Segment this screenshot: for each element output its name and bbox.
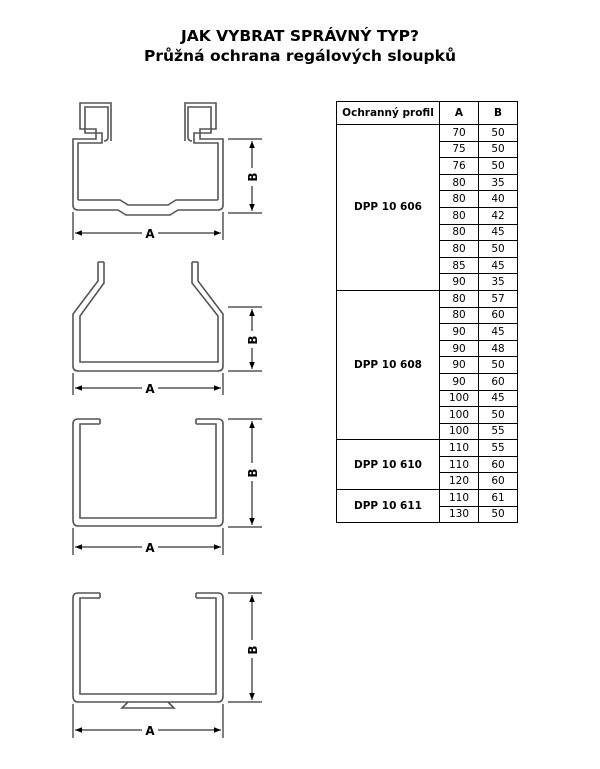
column-header-profile: Ochranný profil xyxy=(337,102,440,125)
cell-b: 61 xyxy=(479,490,518,507)
dimension-label-b: B xyxy=(246,645,260,655)
cell-a: 75 xyxy=(440,141,479,158)
cell-a: 80 xyxy=(440,307,479,324)
cell-b: 50 xyxy=(479,241,518,258)
table-row xyxy=(337,490,518,507)
cell-a: 90 xyxy=(440,340,479,357)
cell-a: 120 xyxy=(440,473,479,490)
table-row xyxy=(337,290,518,307)
cell-a: 80 xyxy=(440,174,479,191)
cell-b: 35 xyxy=(479,274,518,291)
cell-a: 85 xyxy=(440,257,479,274)
cell-b: 45 xyxy=(479,224,518,241)
dimension-label-b: B xyxy=(246,335,260,345)
cell-b: 45 xyxy=(479,257,518,274)
cell-b: 50 xyxy=(479,506,518,523)
cell-b: 55 xyxy=(479,423,518,440)
profile-group-name: DPP 10 610 xyxy=(337,440,440,490)
cell-b: 40 xyxy=(479,191,518,208)
cell-a: 110 xyxy=(440,440,479,457)
table-header-row xyxy=(337,102,518,125)
cell-a: 100 xyxy=(440,390,479,407)
column-header-b: B xyxy=(479,102,518,125)
cell-a: 90 xyxy=(440,357,479,374)
cell-b: 50 xyxy=(479,407,518,424)
table-body xyxy=(337,125,518,523)
title-line-2: Průžná ochrana regálových sloupků xyxy=(144,47,456,65)
dimension-label-a: A xyxy=(145,382,155,396)
dimension-lines-4 xyxy=(73,593,262,738)
profile-group-name: DPP 10 606 xyxy=(337,125,440,291)
cell-a: 80 xyxy=(440,191,479,208)
cell-b: 35 xyxy=(479,174,518,191)
dimension-lines-3 xyxy=(73,419,262,555)
profile-diagram-3 xyxy=(73,419,223,526)
cell-b: 60 xyxy=(479,373,518,390)
cell-b: 50 xyxy=(479,125,518,142)
cell-a: 110 xyxy=(440,456,479,473)
profile-group-name: DPP 10 611 xyxy=(337,490,440,523)
dimension-label-a: A xyxy=(145,227,155,241)
cell-a: 100 xyxy=(440,407,479,424)
dimension-lines-1 xyxy=(73,139,262,240)
cell-a: 130 xyxy=(440,506,479,523)
cell-b: 45 xyxy=(479,324,518,341)
dimension-label-a: A xyxy=(145,541,155,555)
profile-diagram-1 xyxy=(73,103,223,215)
dimension-label-a: A xyxy=(145,724,155,738)
cell-a: 80 xyxy=(440,290,479,307)
dimension-lines-2 xyxy=(73,307,262,395)
cell-b: 42 xyxy=(479,207,518,224)
cell-a: 80 xyxy=(440,207,479,224)
cell-a: 80 xyxy=(440,241,479,258)
cell-b: 57 xyxy=(479,290,518,307)
cell-a: 110 xyxy=(440,490,479,507)
cell-b: 60 xyxy=(479,456,518,473)
title-line-1: JAK VYBRAT SPRÁVNÝ TYP? xyxy=(180,27,420,45)
profile-table xyxy=(336,101,518,523)
cell-b: 45 xyxy=(479,390,518,407)
cell-b: 60 xyxy=(479,473,518,490)
table-row xyxy=(337,125,518,142)
cell-a: 76 xyxy=(440,158,479,175)
cell-a: 70 xyxy=(440,125,479,142)
dimension-label-b: B xyxy=(246,468,260,478)
cell-b: 55 xyxy=(479,440,518,457)
cell-a: 90 xyxy=(440,373,479,390)
cell-b: 50 xyxy=(479,158,518,175)
profile-group-name: DPP 10 608 xyxy=(337,290,440,439)
cell-b: 50 xyxy=(479,141,518,158)
profile-diagram-2 xyxy=(73,262,223,371)
cell-a: 90 xyxy=(440,274,479,291)
cell-b: 48 xyxy=(479,340,518,357)
table-row xyxy=(337,440,518,457)
cell-a: 90 xyxy=(440,324,479,341)
dimension-label-b: B xyxy=(246,172,260,182)
profile-diagram-4 xyxy=(73,593,223,708)
cell-a: 80 xyxy=(440,224,479,241)
column-header-a: A xyxy=(440,102,479,125)
cell-a: 100 xyxy=(440,423,479,440)
cell-b: 60 xyxy=(479,307,518,324)
cell-b: 50 xyxy=(479,357,518,374)
